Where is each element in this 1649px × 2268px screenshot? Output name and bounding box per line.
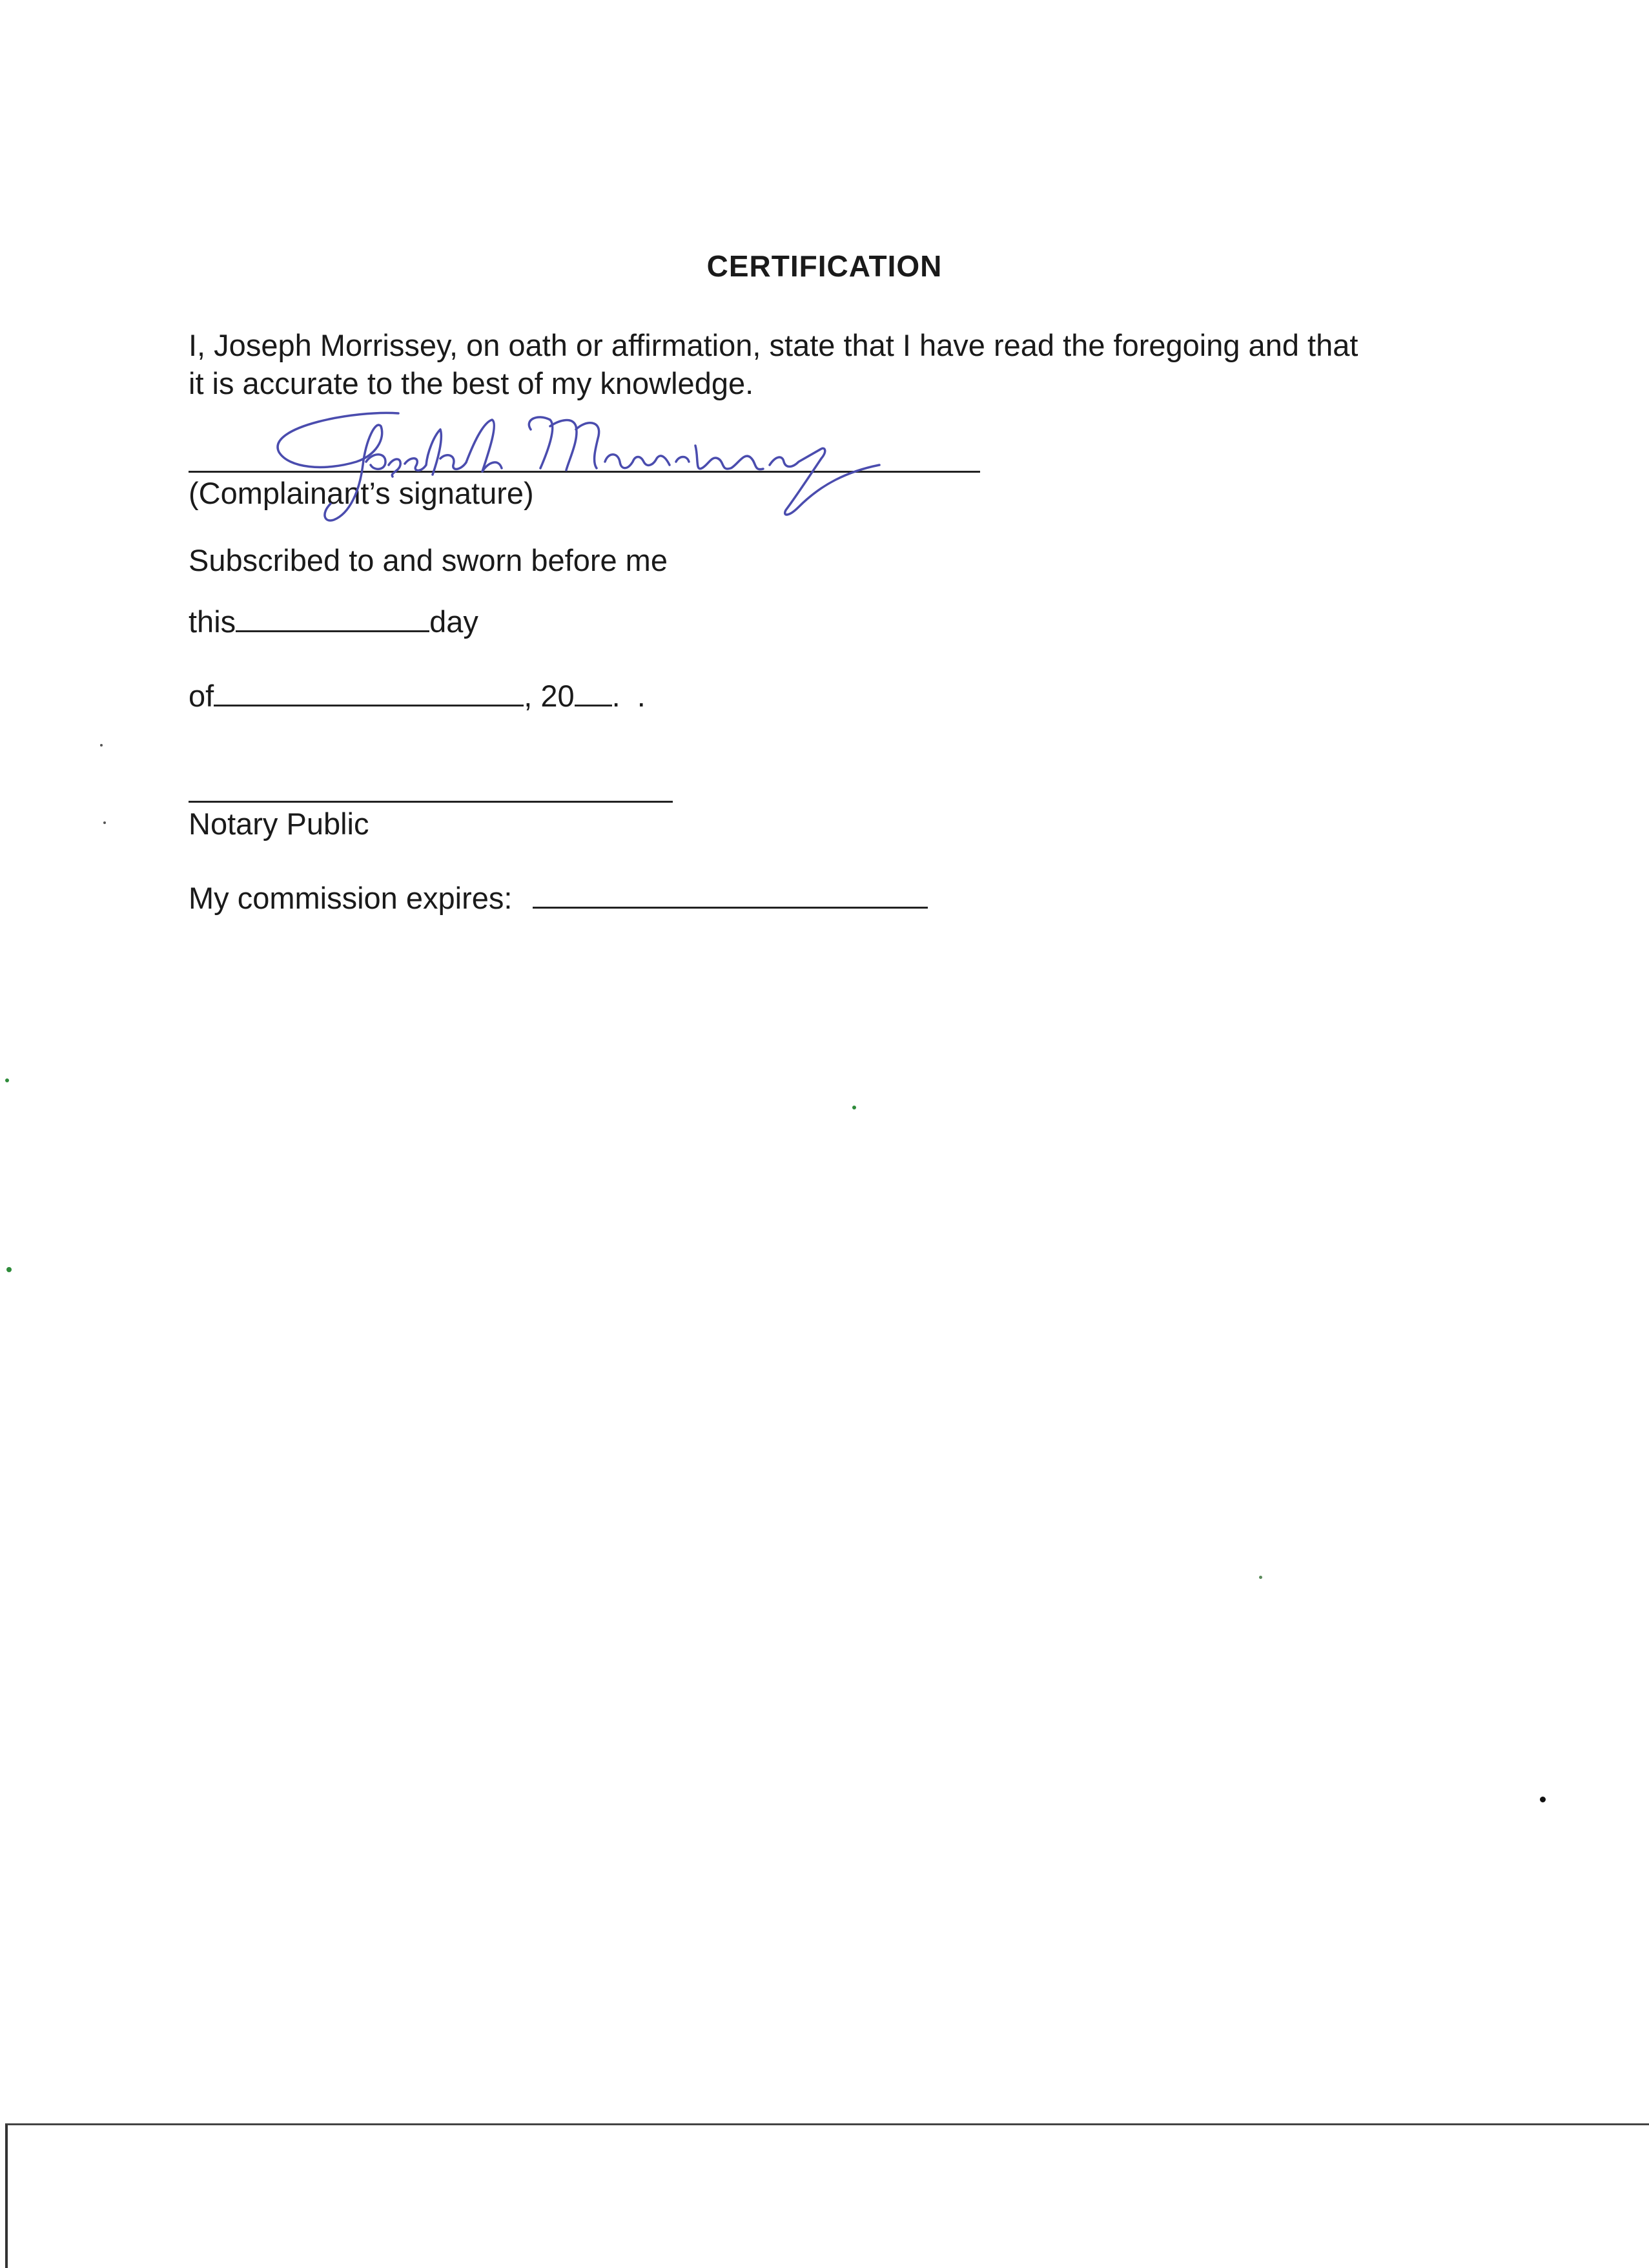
scan-speck [1259,1576,1262,1579]
of-word: of [189,679,214,713]
commission-blank-field[interactable] [533,906,928,909]
commission-label: My commission expires: [189,881,513,915]
signature-label: (Complainant’s signature) [189,476,534,510]
certification-statement [189,326,1480,402]
scan-speck [1540,1797,1546,1802]
subscribed-text: Subscribed to and sworn before me [189,543,668,577]
year-blank-field[interactable] [575,704,612,706]
year-suffix: . . [611,679,646,713]
this-word: this [189,604,236,639]
day-row [189,604,478,639]
year-prefix: , 20 [524,679,575,713]
notary-signature-line [189,801,673,803]
document-title: CERTIFICATION [706,249,943,283]
month-blank-field[interactable] [214,704,524,706]
commission-row [189,880,928,916]
handwritten-signature [227,400,950,530]
day-word: day [429,604,478,639]
statement-line-1: I, Joseph Morrissey, on oath or affirmation, state that I have read the foregoing and that [189,328,1358,362]
scan-speck [852,1106,856,1109]
signature-block [189,400,989,530]
scan-speck [6,1267,12,1272]
scan-speck [103,821,106,824]
notary-public-label: Notary Public [189,807,369,841]
day-blank-field[interactable] [236,630,429,632]
statement-line-2: it is accurate to the best of my knowledge. [189,366,754,400]
month-year-row [189,678,646,714]
scan-border [5,2123,1649,2268]
scan-speck [5,1078,9,1082]
scan-speck [100,744,103,747]
